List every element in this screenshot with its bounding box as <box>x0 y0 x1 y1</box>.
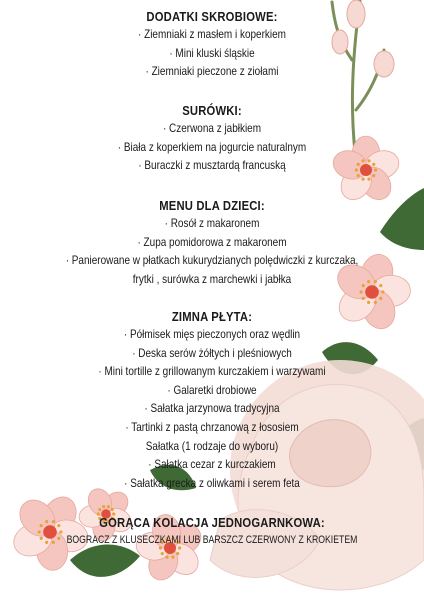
blossom-stamen <box>165 556 168 559</box>
menu-item: · Mini kluski śląskie <box>169 46 255 60</box>
menu-item: · Czerwona z jabłkiem <box>162 122 262 135</box>
blossom-stamen <box>362 297 365 300</box>
blossom-stamen <box>379 297 382 300</box>
menu-item: · Rosół z makaronem <box>164 217 260 230</box>
blossom-stamen <box>111 508 114 511</box>
menu-item: · Galaretki drobiowe <box>167 383 257 397</box>
section-goraca-kolacja <box>0 514 424 548</box>
menu-item: · Sałatka grecka z oliwkami i serem feta <box>124 476 300 490</box>
section-title: MENU DLA DZIECI: <box>159 199 265 213</box>
menu-item: frytki , surówka z marchewki i jabłka <box>132 272 292 286</box>
section-title: SURÓWKI: <box>182 104 242 118</box>
blossom-stamen <box>171 556 174 559</box>
menu-item: · Buraczki z musztardą francuską <box>138 159 286 173</box>
menu-item: · Biała z koperkiem na jogurcie naturalnym <box>117 140 307 154</box>
section-title: GORĄCA KOLACJA JEDNOGARNKOWA: <box>99 516 325 530</box>
blossom-stamen <box>360 290 363 293</box>
section-surowki <box>0 102 424 176</box>
blossom-stamen <box>381 290 384 293</box>
menu-item: · Sałatka jarzynowa tradycyjna <box>144 402 280 416</box>
menu-item: · Zupa pomidorowa z makaronem <box>137 235 287 249</box>
menu-item: · Sałatka cezar z kurczakiem <box>148 458 276 472</box>
menu-item: · Ziemniaki pieczone z ziołami <box>145 65 279 79</box>
blossom-stamen <box>374 301 377 304</box>
blossom-stamen <box>176 552 179 555</box>
menu-item: · Półmisek mięs pieczonych oraz wędlin <box>123 328 301 341</box>
blossom-stamen <box>161 552 164 555</box>
menu-item: Sałatka (1 rodzaje do wyboru) <box>145 439 279 453</box>
menu-item: · Tartinki z pastą chrzanową z łososiem <box>125 420 299 434</box>
section-title: DODATKI SKROBIOWE: <box>146 10 278 24</box>
menu-item: · Mini tortille z grillowanym kurczakiem i warzywami <box>98 365 326 379</box>
menu-item: BOGRACZ Z KLUSECZKAMI LUB BARSZCZ CZERWONY Z KROKIETEM <box>66 534 358 546</box>
section-menu-dla-dzieci <box>0 197 424 289</box>
menu-item: · Panierowane w płatkach kukurydzianych polędwiczki z kurczaka, <box>65 254 359 268</box>
menu-item: · Ziemniaki z masłem i koperkiem <box>138 28 286 41</box>
section-zimna-plyta <box>0 308 424 493</box>
menu-item: · Deska serów żółtych i pleśniowych <box>132 346 292 360</box>
blossom-stamen <box>361 178 364 181</box>
section-dodatki-skrobiowe <box>0 8 424 82</box>
blossom-stamen <box>367 301 370 304</box>
blossom-stamen <box>102 505 105 508</box>
blossom-stamen <box>107 505 110 508</box>
blossom-stamen <box>367 178 370 181</box>
section-title: ZIMNA PŁYTA: <box>171 310 253 324</box>
blossom-stamen <box>98 508 101 511</box>
